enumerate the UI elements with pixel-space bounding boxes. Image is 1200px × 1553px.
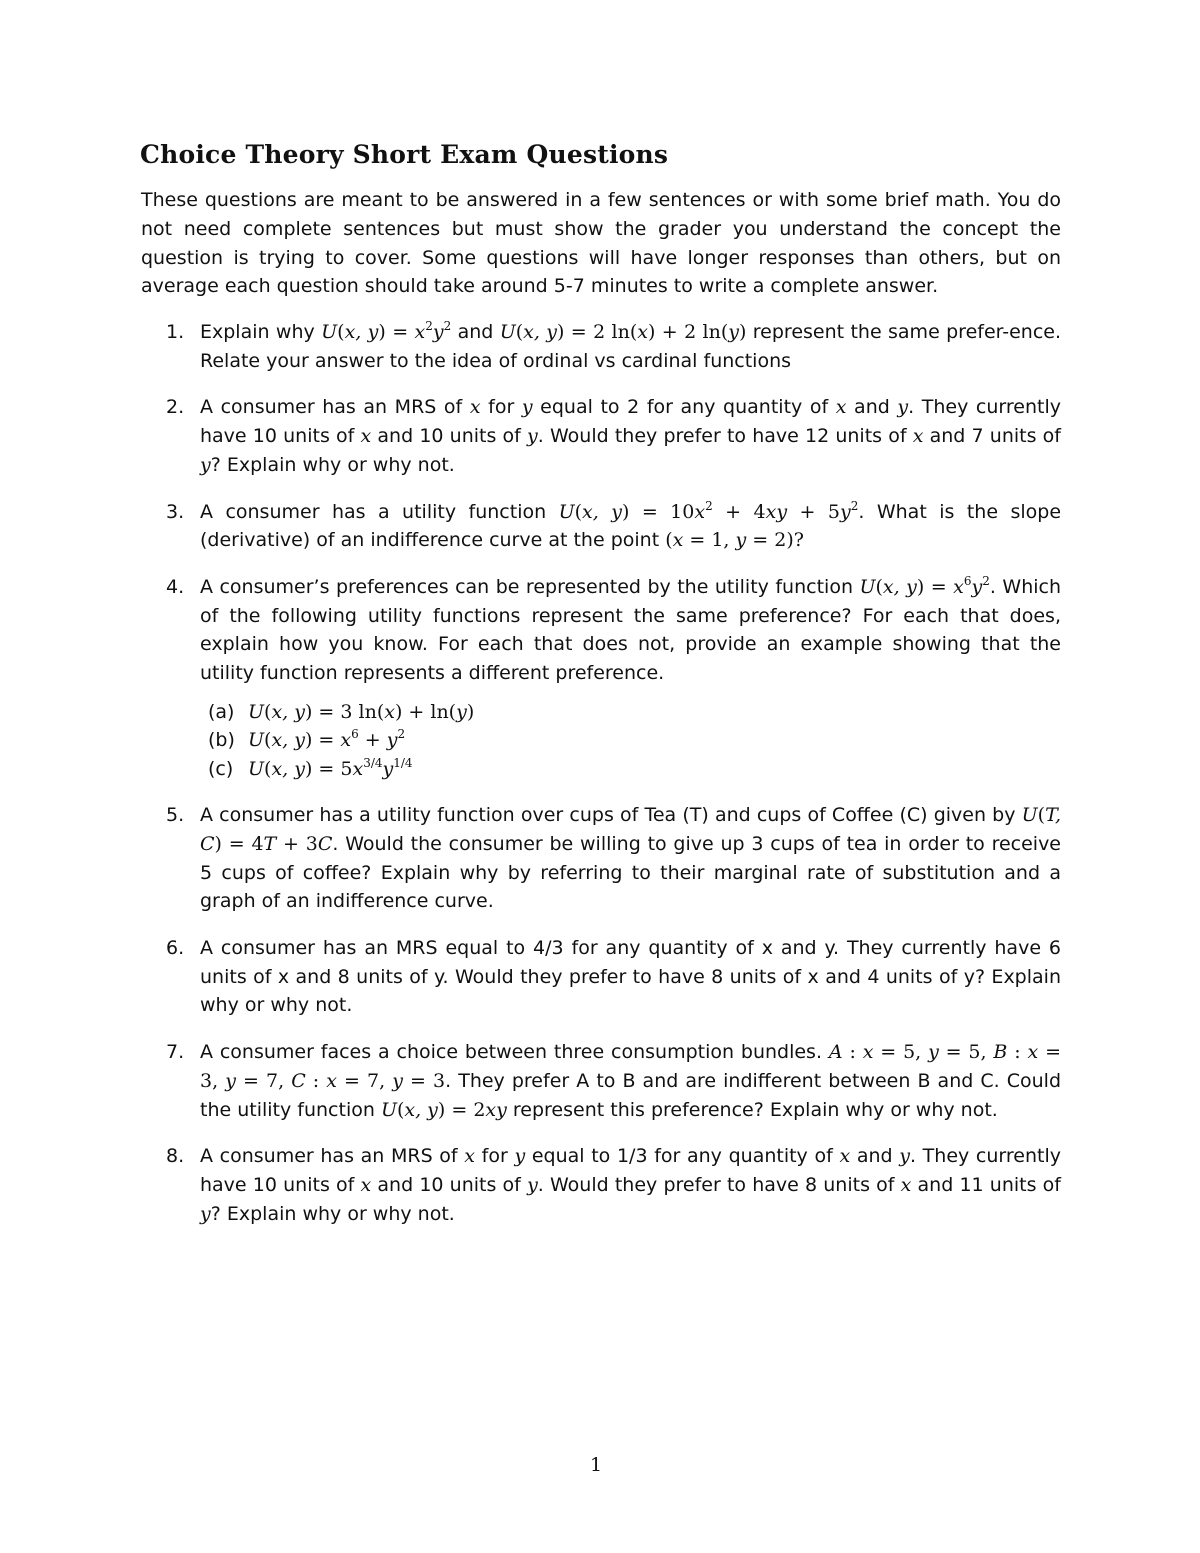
sub-question-b: (b) U(x, $y) = x^6 + y^2$ (200, 726, 1061, 755)
question-text: A consumer has an MRS equal to 4/3 for any quantity of x and y. They currently have 6 units of x and 8 units of y. Would they prefer to have 8 units of x and 4 units of y? Explain why or why not. (200, 937, 1061, 1017)
question-2: 2. A consumer has an MRS of x for y equal to 2 for any quantity of x and y. They currently have 10 units of x and 10 units of y. Would they prefer to have 12 units of x and 7 units of y? Explain why or why not. (141, 393, 1061, 479)
question-3: 3. A consumer has a utility function U(x, $y) = 10x^2 + 4xy + 5y^2$. What is the slope (derivative) of an indifference curve at the point (x = 1, y = 2)? (166, 498, 1062, 552)
question-text: A consumer has an MRS of (200, 396, 470, 419)
question-text: for (475, 1145, 515, 1168)
formula: U (499, 321, 516, 343)
question-text: A consumer faces a choice between three consumption bundles. (200, 1041, 829, 1064)
question-8: 8. A consumer has an MRS of x for y equal to 1/3 for any quantity of x and y. They currently have 10 units of x and 10 units of y. Would they prefer to have 8 units of x and 11 units of y? Explain why or why not. (141, 1142, 1061, 1228)
question-text: A consumer has an MRS of (200, 1145, 465, 1168)
question-text: . They currently have 10 units of (200, 1145, 1061, 1196)
question-1: 1. Explain why U(x, $y) = x^2y^2$ and U(x, y) = 2 ln(x) + 2 ln(y) represent the same prefer-ence. Relate your answer to the idea of ordinal vs cardinal functions (166, 319, 1062, 372)
question-7: 7. A consumer faces a choice between three consumption bundles. A : x = 5, y = 5, B : x = 3, y = 7, C : x = 7, y = 3. They prefer A to B and are indifferent between B and C. Could the utility function U(x, y) = 2xy represent this preference? Explain why or why not. (141, 1038, 1061, 1124)
sub-question-label: (b) (208, 729, 235, 752)
question-text: ? Explain why or why not. (210, 1202, 455, 1225)
question-text: . They currently have 10 units of (200, 396, 1061, 448)
question-text: Explain why (200, 321, 322, 343)
question-text: represent the same prefer-ence. Relate your answer to the idea of ordinal vs cardinal functions (200, 321, 1062, 372)
question-text: and 7 units of (923, 425, 1061, 448)
question-text: . Would they prefer to have 8 units of (537, 1173, 901, 1196)
question-text: represent this preference? Explain why or why not. (506, 1098, 998, 1121)
formula: U (859, 575, 876, 598)
sub-question-list (200, 698, 1061, 784)
formula: U (321, 321, 338, 343)
question-number: 8. (166, 1145, 185, 1168)
question-number: 1. (166, 321, 185, 343)
question-number: 4. (166, 575, 185, 598)
question-text: and 10 units of (371, 425, 528, 448)
question-text: A consumer has a utility function (200, 500, 559, 523)
question-number: 6. (166, 937, 185, 960)
question-text: equal to 1/3 for any quantity of (525, 1145, 840, 1168)
sub-question-c: (c) U(x, $y) = 5x^{3/4}y^{1/4}$ (200, 755, 1061, 784)
question-text: and (846, 396, 898, 419)
question-list (141, 318, 1061, 1246)
question-text: and (850, 1145, 900, 1168)
question-text: A consumer’s preferences can be represented by the utility function (200, 575, 860, 598)
question-4: 4. A consumer’s preferences can be represented by the utility function U(x, $y) = x^6y^2$. Which of the following utility functions represent the same preference? For each that does, explain how you know. For each that does not, provide an example showing that the utility function represents a different preference. (a) U(x, y) = 3 ln(x) + ln(y) (b) U(x, $y) = x^6 + y^2$ (c) U(x, $y) = 5x^{3/4}y^{1/4}$ (141, 573, 1061, 783)
question-text: A consumer has a utility function over cups of Tea (T) and cups of Coffee (C) given by (200, 804, 1022, 827)
question-text: . They prefer A to B and are indifferent between B and C. Could the utility function (200, 1069, 1062, 1121)
question-text: . Would they prefer to have 12 units of (537, 425, 913, 448)
question-text: for (480, 396, 522, 419)
question-number: 7. (166, 1041, 185, 1064)
question-5: 5. A consumer has a utility function over cups of Tea (T) and cups of Coffee (C) given by U(T, C) = 4T + 3C. Would the consumer be willing to give up 3 cups of tea in order to receive 5 cups of coffee? Explain why by referring to their marginal rate of substitution and a graph of an indifference curve. (141, 801, 1061, 916)
question-text: . Would the consumer be willing to give up 3 cups of tea in order to receive 5 cups of coffee? Explain why by referring to their marginal rate of substitution and a graph of an indifference curve. (200, 832, 1061, 913)
sub-question-a: (a) U(x, y) = 3 ln(x) + ln(y) (200, 698, 1061, 727)
question-text: and 10 units of (371, 1173, 528, 1196)
sub-question-label: (a) (208, 700, 235, 723)
question-text: . What is the slope (derivative) of an indifference curve at the point (200, 500, 1062, 552)
question-number: 5. (166, 804, 185, 827)
page-title: Choice Theory Short Exam Questions (140, 140, 669, 169)
question-text: equal to 2 for any quantity of (532, 396, 836, 419)
question-number: 3. (166, 500, 185, 523)
question-text: and (451, 321, 500, 343)
question-text: ? Explain why or why not. (210, 453, 455, 476)
question-text: and 11 units of (911, 1173, 1061, 1196)
page-number: 1 (590, 1454, 603, 1476)
question-text: . Which of the following utility functions represent the same preference? For each that does, explain how you know. For each that does not, provide an example showing that the utility function represents a different preference. (200, 575, 1061, 685)
question-number: 2. (166, 396, 185, 419)
intro-paragraph: These questions are meant to be answered in a few sentences or with some brief math. You do not need complete sentences but must show the grader you understand the concept the question is trying to cover. Some questions will have longer responses than others, but on average each question should take around 5-7 minutes to write a complete answer. (141, 189, 1061, 298)
sub-question-label: (c) (208, 757, 234, 780)
formula: U (558, 500, 575, 523)
question-6 (141, 934, 1061, 1020)
